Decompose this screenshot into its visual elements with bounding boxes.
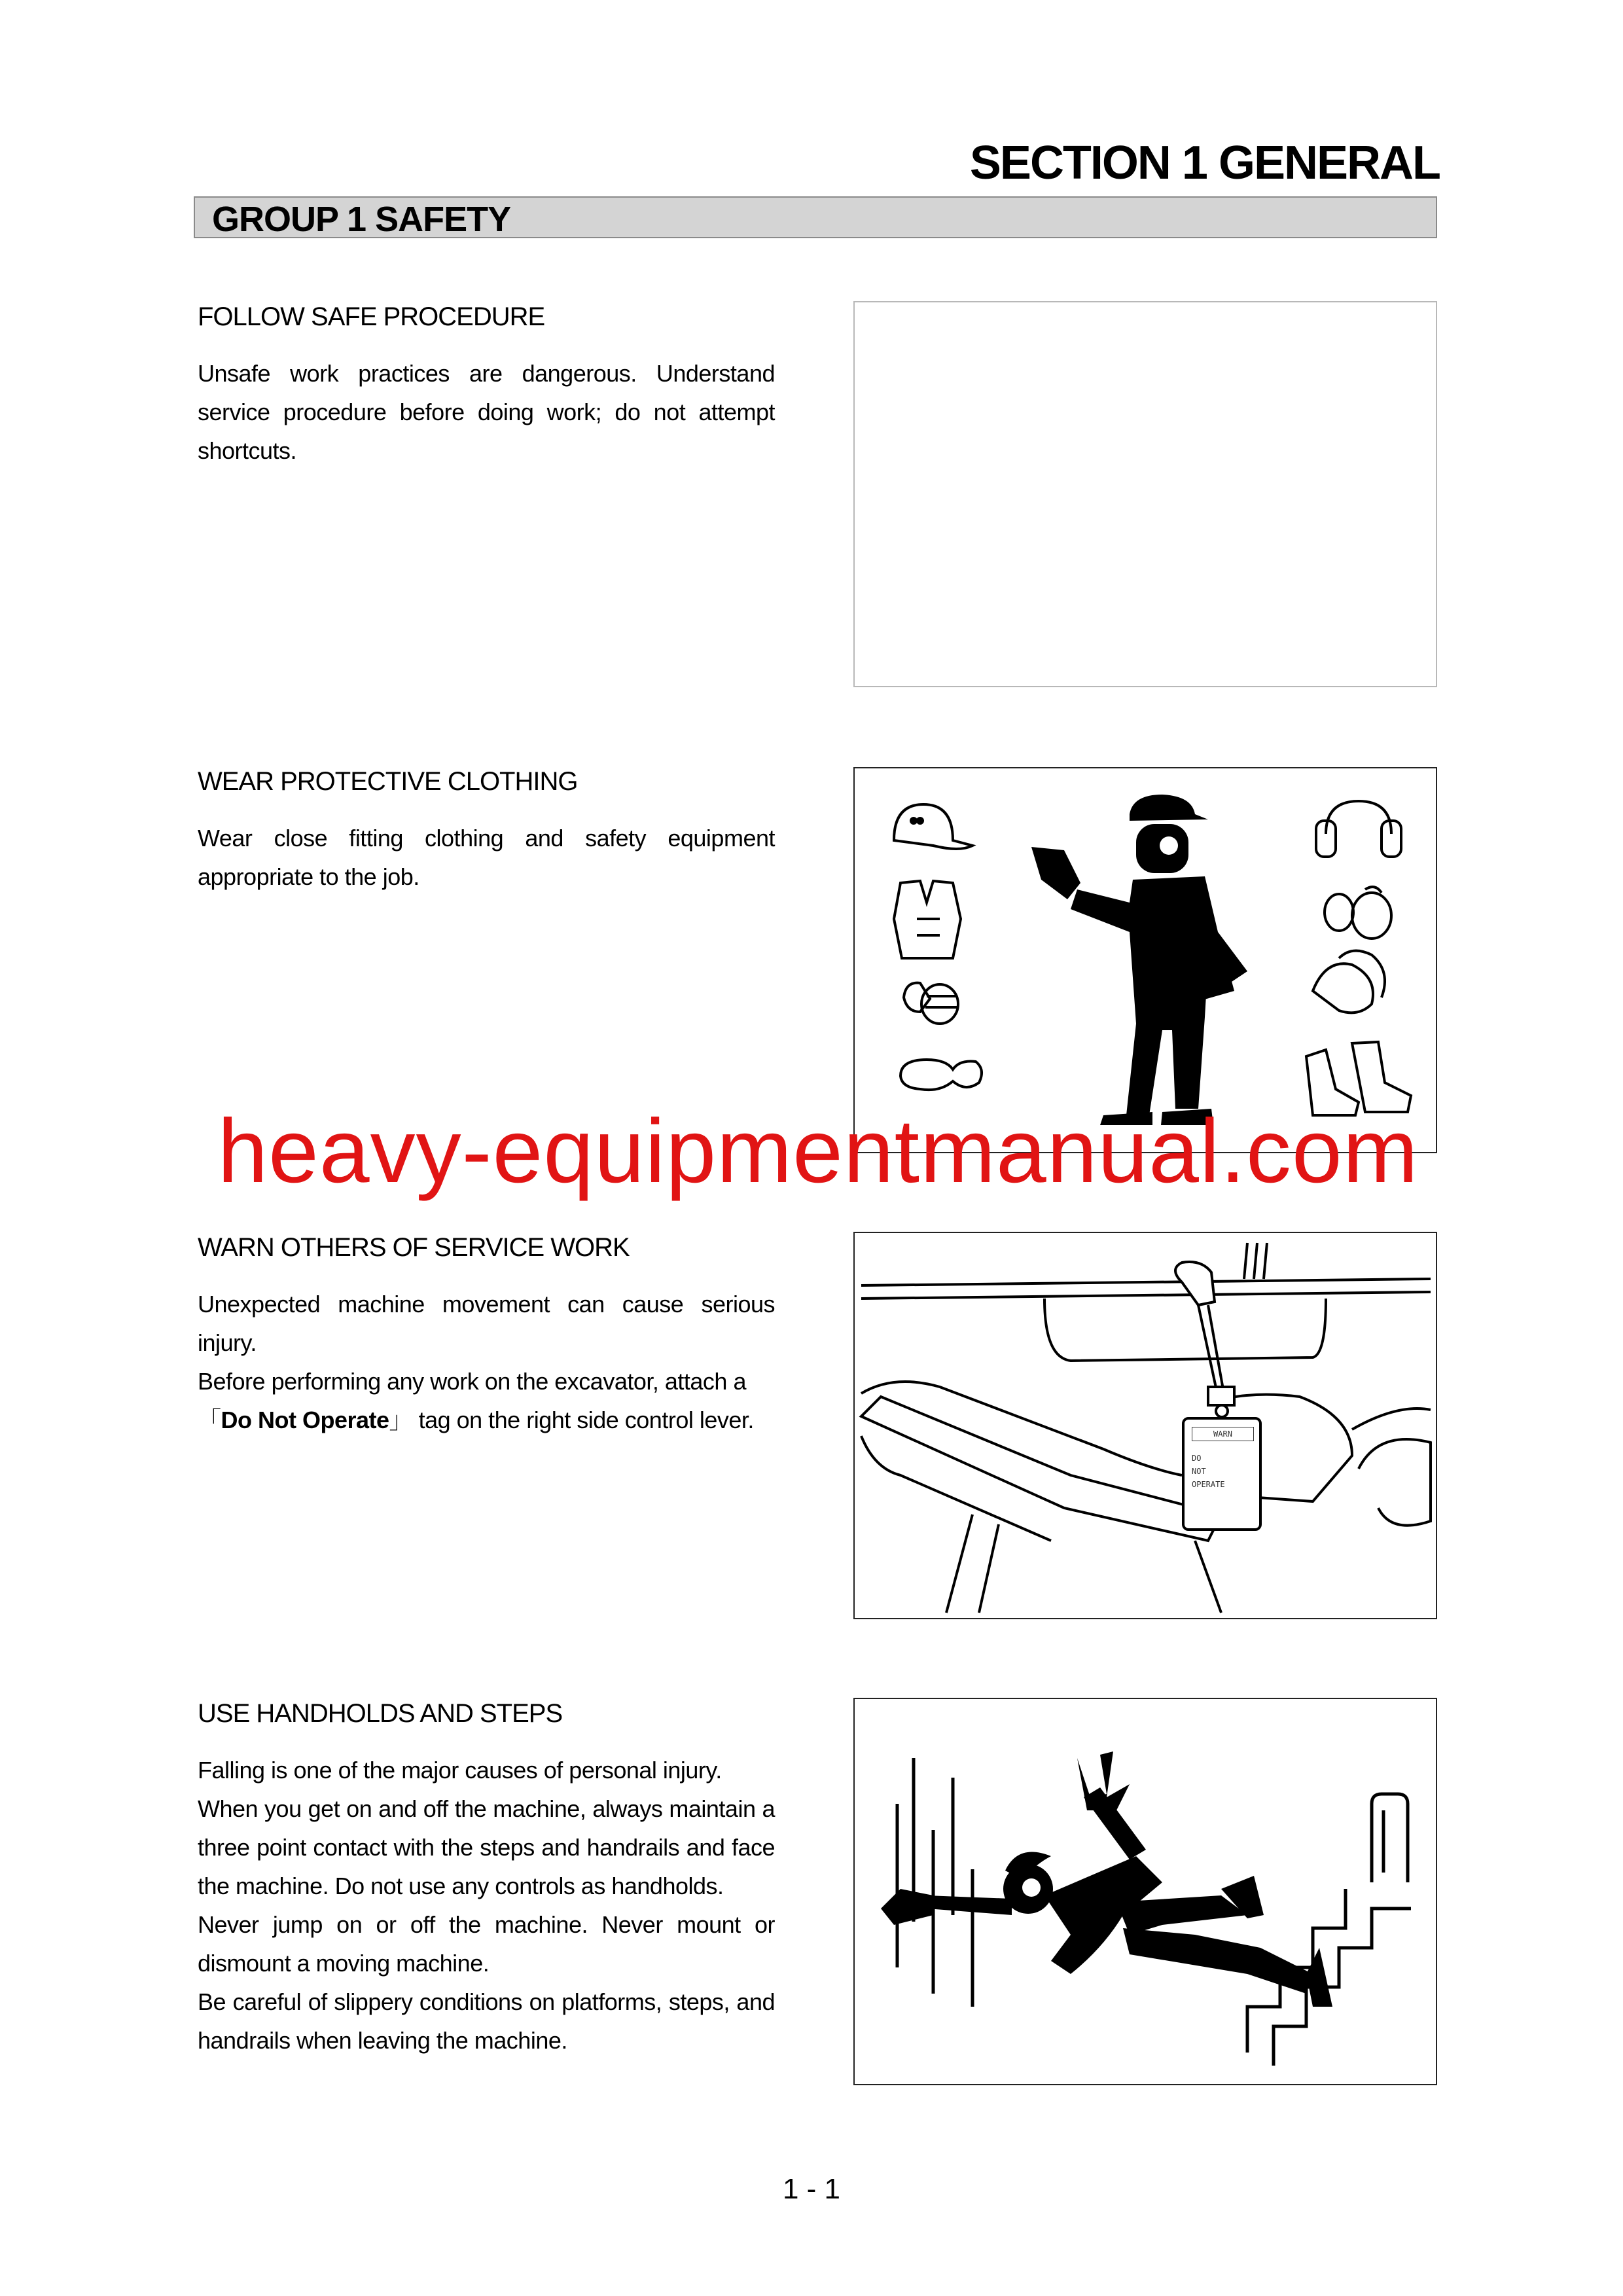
worker-silhouette-icon [1031,795,1247,1125]
tag-line-not: NOT [1192,1467,1206,1476]
control-lever-figure [853,1232,1437,1619]
group-title: GROUP 1 SAFETY [212,200,511,239]
section-paragraph: Never jump on or off the machine. Never mount or dismount a moving machine. [198,1911,775,1977]
page-number: 1 - 1 [782,2173,841,2205]
section-paragraph: Wear close fitting clothing and safety equipment appropriate to the job. [198,825,775,890]
section-title: SECTION 1 GENERAL [969,137,1440,189]
section-handholds-steps [198,1699,775,2060]
bracket-open: 「 [198,1407,221,1433]
bracket-close: 」 [389,1407,413,1433]
group-header-bar [194,196,1437,238]
tag-suffix: tag on the right side control lever. [412,1407,754,1433]
work-gloves-icon [1313,951,1385,1013]
tag-line-do: DO [1192,1454,1202,1463]
protective-clothing-figure [853,767,1437,1153]
tag-name: Do Not Operate [221,1407,389,1433]
tag-line-warn: WARN [1192,1427,1254,1441]
section-paragraph: Falling is one of the major causes of personal injury. [198,1757,722,1784]
section-heading: WEAR PROTECTIVE CLOTHING [198,767,578,796]
section-heading: FOLLOW SAFE PROCEDURE [198,302,545,331]
safety-vest-icon [894,881,961,958]
tag-line-operate: OPERATE [1192,1480,1225,1489]
protective-clothing-illustration [855,768,1436,1152]
section-paragraph: Before performing any work on the excavator, attach a [198,1368,746,1395]
ear-plugs-icon [1325,887,1391,939]
section-paragraph: When you get on and off the machine, always maintain a three point contact with the steps and handrails and face the machine. Do not use any controls as handholds. [198,1795,775,1899]
section-paragraph: Unexpected machine movement can cause serious injury. [198,1291,775,1356]
falling-person-illustration [855,1699,1436,2084]
hard-hat-icon [894,804,972,849]
goggle-eye [1160,836,1178,855]
control-lever-illustration [855,1233,1436,1618]
section-warn-others [198,1233,775,1439]
section-heading: USE HANDHOLDS AND STEPS [198,1699,563,1728]
blank-figure-frame [853,301,1437,687]
respirator-mask-icon [904,983,958,1024]
falling-person-figure [853,1698,1437,2085]
section-follow-safe-procedure [198,302,775,470]
warning-tag-label [1192,1427,1254,1491]
section-paragraph: Be careful of slippery conditions on platforms, steps, and handrails when leaving the machine. [198,1988,775,2054]
watermark-text: heavy-equipmentmanual.com [217,1101,1419,1202]
ear-muffs-icon [1316,801,1401,857]
section-heading: WARN OTHERS OF SERVICE WORK [198,1233,630,1262]
safety-goggles-icon [901,1060,982,1090]
section-paragraph-tag [198,1401,775,1439]
section-paragraph: Unsafe work practices are dangerous. Understand service procedure before doing work; do not attempt shortcuts. [198,360,775,464]
section-wear-protective-clothing [198,767,775,896]
